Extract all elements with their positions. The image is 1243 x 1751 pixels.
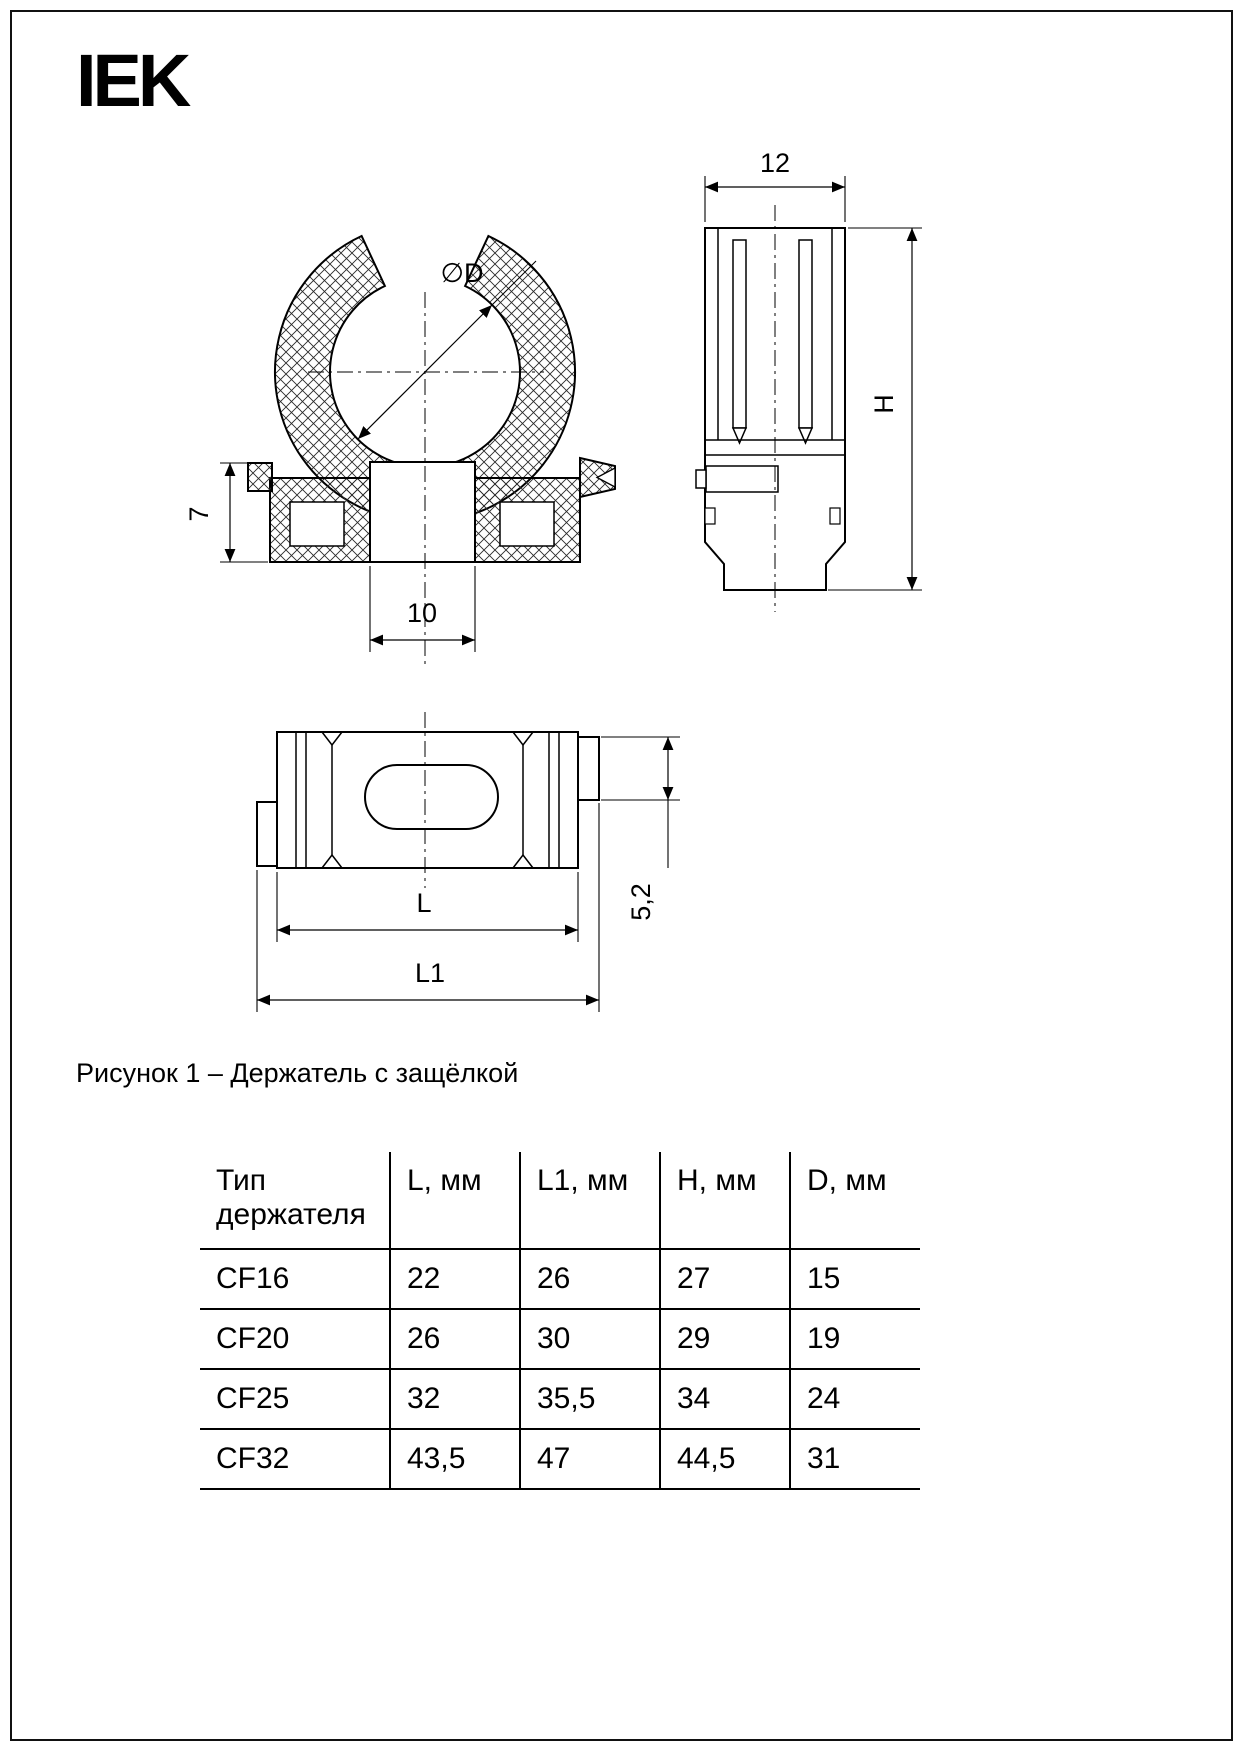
cell-type: CF16 — [200, 1249, 390, 1309]
dim-label-L1: L1 — [414, 958, 446, 988]
cell-D: 31 — [790, 1429, 920, 1489]
col-header-H: H, мм — [660, 1152, 790, 1249]
cell-H: 29 — [660, 1309, 790, 1369]
cell-D: 15 — [790, 1249, 920, 1309]
table-row — [200, 1429, 920, 1489]
cell-L1: 30 — [520, 1309, 660, 1369]
cell-H: 27 — [660, 1249, 790, 1309]
cell-L: 26 — [390, 1309, 520, 1369]
col-header-L: L, мм — [390, 1152, 520, 1249]
bottom-view-drawing — [257, 712, 680, 1012]
iek-logo: IEK — [76, 39, 188, 122]
latch-arm-left — [733, 240, 746, 428]
cell-L1: 47 — [520, 1429, 660, 1489]
cell-H: 44,5 — [660, 1429, 790, 1489]
clip-side-tab-left — [248, 463, 272, 491]
cell-type: CF25 — [200, 1369, 390, 1429]
side-view-drawing — [696, 148, 922, 612]
table-row — [200, 1249, 920, 1309]
dim-label-7: 7 — [184, 506, 214, 522]
cell-type: CF20 — [200, 1309, 390, 1369]
col-header-D: D, мм — [790, 1152, 920, 1249]
dim-label-12: 12 — [759, 148, 791, 178]
clip-foot-cutout-left — [290, 502, 344, 546]
figure-caption: Рисунок 1 – Держатель с защёлкой — [76, 1058, 519, 1088]
cell-D: 19 — [790, 1309, 920, 1369]
table-row — [200, 1369, 920, 1429]
dim-label-H: H — [869, 394, 899, 414]
dim-label-5-2: 5,2 — [626, 883, 656, 921]
cell-L: 22 — [390, 1249, 520, 1309]
mounting-slot — [365, 765, 498, 829]
dim-label-10: 10 — [406, 598, 438, 628]
clip-center-slot — [370, 462, 475, 562]
cell-D: 24 — [790, 1369, 920, 1429]
cell-type: CF32 — [200, 1429, 390, 1489]
spec-table — [200, 1152, 920, 1490]
bottom-body-outline — [277, 732, 578, 868]
latch-arm-right — [799, 240, 812, 428]
table-header-row — [200, 1152, 920, 1249]
dim-label-diameter: ∅D — [440, 258, 484, 288]
cell-L: 32 — [390, 1369, 520, 1429]
cell-L1: 26 — [520, 1249, 660, 1309]
col-header-type: Тип держателя — [200, 1152, 390, 1249]
dim-label-L: L — [416, 888, 432, 918]
clip-foot-cutout-right — [500, 502, 554, 546]
cell-L: 43,5 — [390, 1429, 520, 1489]
cell-L1: 35,5 — [520, 1369, 660, 1429]
front-view-drawing — [184, 236, 615, 668]
col-header-L1: L1, мм — [520, 1152, 660, 1249]
bottom-tab-left — [257, 802, 277, 866]
bottom-tab-right — [578, 737, 599, 800]
cell-H: 34 — [660, 1369, 790, 1429]
table-row — [200, 1309, 920, 1369]
side-pin — [706, 466, 778, 492]
